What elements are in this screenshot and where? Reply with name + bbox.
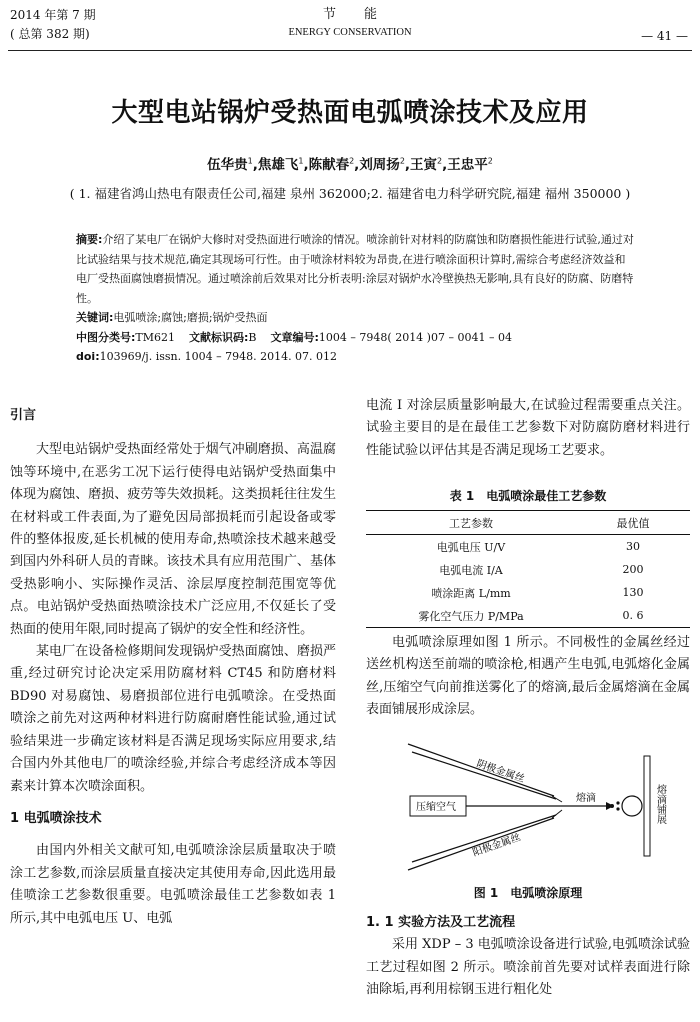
table-cell: 200: [622, 563, 644, 576]
droplet-dot: [616, 801, 619, 804]
arc-spark: [552, 810, 562, 818]
table-cell: 雾化空气压力 P/MPa: [418, 609, 524, 623]
compressed-air-label: 压缩空气: [416, 802, 456, 813]
table-cell: 电弧电压 U/V: [436, 540, 506, 554]
running-header-left: [10, 6, 96, 44]
doi: [76, 347, 636, 367]
droplet-dot: [610, 804, 614, 808]
journal-name: [250, 6, 450, 42]
article-label: 文章编号:: [270, 330, 319, 344]
keywords-text: 电弧喷涂;腐蚀;磨损;锅炉受热面: [113, 311, 268, 324]
author: 陈献春$^2$: [308, 156, 355, 173]
table-header-row: [366, 511, 690, 535]
issue-number: 2014 年第 7 期: [10, 8, 96, 22]
anode-wire-line: [408, 818, 554, 870]
journal-name-cn: 节能: [322, 7, 405, 22]
cathode-wire-label: 阴极金属丝: [475, 758, 526, 786]
header-rule: [8, 50, 692, 51]
section-1-1-heading: 1. 1 实验方法及工艺流程: [366, 915, 516, 930]
substrate-plate: [644, 756, 650, 856]
intro-paragraph-1: 大型电站锅炉受热面经常处于烟气冲刷磨损、高温腐蚀等环境中,在恶劣工况下运行使得电站锅炉受热面集中体现为腐蚀、磨损、疲劳等失效损耗。这类损耗往往发生在材料或工件表面,为了避免因局部损耗而引起设备或零件的整体报废,延长机械的使用寿命,热喷涂技术越来越受到国内外科研人员的青睐。该技术具有应用范围广、基体受热影响小、实际操作灵活、涂层厚度控制范围宽等优点。电站锅炉受热面热喷涂技术广泛应用,不仅延长了受热面的使用年限,同时提高了锅炉的安全性和经济性。: [10, 442, 336, 637]
section-1-paragraph: 由国内外相关文献可知,电弧喷涂涂层质量取决于喷涂工艺参数,而涂层质量直接决定其使用寿命,因此选用最佳喷涂工艺参数很重要。电弧喷涂最佳工艺参数如表 1 所示,其中电弧电压 U、电弧: [10, 843, 336, 926]
table-row: [366, 604, 690, 628]
page-number: — 41 —: [641, 29, 688, 43]
affiliations: ( 1. 福建省鸿山热电有限责任公司,福建 泉州 362000;2. 福建省电力科学研究院,福建 福州 350000 ): [69, 186, 631, 201]
doi-value: 103969/j. issn. 1004 – 7948. 2014. 07. 012: [99, 350, 338, 363]
table-cell: 0. 6: [622, 609, 644, 622]
table-header-param: 工艺参数: [449, 516, 493, 530]
anode-wire-label: 阳极金属丝: [471, 832, 523, 859]
journal-name-en: ENERGY CONSERVATION: [288, 27, 412, 38]
table-cell: 130: [622, 586, 644, 599]
table-row: [366, 558, 690, 581]
right-column-top: [366, 395, 690, 462]
author: 刘周扬$^2$: [359, 156, 405, 173]
table-row: [366, 581, 690, 604]
figure-1-diagram: [366, 738, 690, 876]
abstract-block: [76, 230, 636, 367]
table-cell: 喷涂距离 L/mm: [431, 586, 511, 600]
author-list: 伍华贵$^1$,焦雄飞$^1$,陈献春$^2$,刘周扬$^2$,王寅$^2$,王忠平$^2$: [207, 156, 493, 173]
author: 王寅$^2$: [410, 156, 443, 173]
author: 王忠平$^2$: [447, 156, 493, 173]
author: 伍华贵$^1$: [207, 156, 253, 173]
classification: [76, 328, 636, 348]
right-column-middle: [366, 632, 690, 722]
right-column-bottom: [366, 912, 690, 1002]
paragraph-continued: 电流 I 对涂层质量影响最大,在试验过程需要重点关注。试验主要目的是在最佳工艺参数下对防腐防磨材料进行性能试验以评估其是否满足现场工艺要求。: [366, 398, 690, 458]
left-column: [10, 405, 336, 930]
keywords: [76, 308, 636, 328]
droplet-label: 熔滴: [576, 793, 596, 804]
droplet-spread-label: 熔滴铺展: [654, 784, 666, 824]
arc-spark: [552, 796, 562, 802]
author: 焦雄飞$^1$: [257, 156, 304, 173]
figure-1-caption: 图 1 电弧喷涂原理: [473, 886, 583, 900]
intro-paragraph-2: 某电厂在设备检修期间发现锅炉受热面腐蚀、磨损严重,经过研究讨论决定采用防腐材料 CT45 和防磨材料 BD90 对易腐蚀、易磨损部位进行电弧喷涂。在受热面喷涂之前先对这两种材料进行防腐耐磨性能试验,通过试验结果进一步确定该材料是否满足现场实际应用要求,结合国内外其他电厂的喷涂经验,并综合考虑经济成本等因素来计算本次喷涂面积。: [10, 644, 336, 794]
table-row: [366, 535, 690, 559]
intro-heading: 引言: [10, 408, 37, 423]
cathode-wire-line: [412, 752, 556, 799]
table-cell: 30: [626, 540, 640, 553]
section-1-1-paragraph: 采用 XDP – 3 电弧喷涂设备进行试验,电弧喷涂试验工艺过程如图 2 所示。喷涂前首先要对试样表面进行除油除垢,再利用棕钢玉进行粗化处: [366, 937, 690, 998]
abstract-label: 摘要:: [76, 233, 103, 246]
total-issue: ( 总第 382 期): [10, 27, 90, 41]
article-value: 1004 – 7948( 2014 )07 – 0041 – 04: [318, 330, 512, 344]
table-1-caption: 表 1 电弧喷涂最佳工艺参数: [449, 489, 607, 503]
principle-paragraph: 电弧喷涂原理如图 1 所示。不同极性的金属丝经过送丝机构送至前端的喷涂枪,相遇产生电弧,电弧熔化金属丝,压缩空气向前推送雾化了的熔滴,最后金属熔滴在金属表面铺展形成涂层。: [366, 635, 690, 718]
table-header-value: 最优值: [616, 516, 650, 530]
clc-value: TM621: [135, 330, 176, 344]
doc-label: 文献标识码:: [189, 330, 249, 344]
keywords-label: 关键词:: [76, 311, 114, 324]
paper-title: 大型电站锅炉受热面电弧喷涂技术及应用: [111, 98, 589, 128]
droplet-spread-circle: [622, 796, 642, 816]
abstract-text: 介绍了某电厂在锅炉大修时对受热面进行喷涂的情况。喷涂前针对材料的防腐蚀和防磨损性能进行试验,通过对比试验结果与技术规范,确定其现场可行性。由于喷涂材料较为昂贵,在进行喷涂面积计算时,需综合考虑经济效益和电厂受热面腐蚀磨损情况。通过喷涂前后效果对比分析表明:涂层对锅炉水冷壁换热无影响,具有良好的防腐、防磨特性。: [76, 233, 634, 305]
table-cell: 电弧电流 I/A: [439, 563, 503, 577]
doi-label: doi:: [76, 350, 100, 363]
table-1: [366, 510, 690, 628]
section-1-heading: 1 电弧喷涂技术: [10, 810, 102, 826]
clc-label: 中图分类号:: [76, 330, 136, 344]
doc-value: B: [248, 330, 257, 344]
droplet-dot: [616, 807, 619, 810]
abstract: [76, 230, 636, 308]
